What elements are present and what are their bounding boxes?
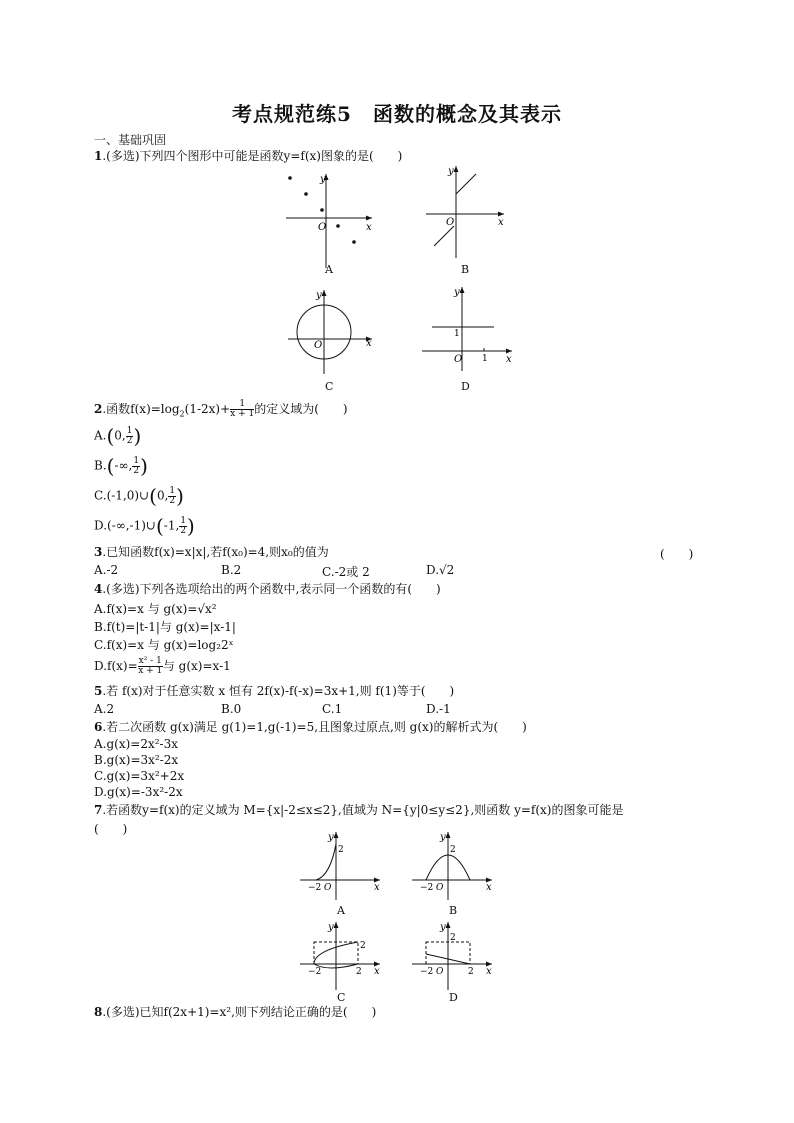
svg-text:x: x xyxy=(486,882,492,893)
q2-option-d: D.(-∞,-1)∪(-1, $\frac{1}{2}$ ) xyxy=(94,514,195,538)
q7-graph-d xyxy=(410,920,500,992)
svg-text:y: y xyxy=(448,166,454,177)
q4-option-b: B.f(t)=|t-1|与 g(x)=|x-1| xyxy=(94,620,236,634)
q5-option-a: A.2 xyxy=(94,702,115,716)
q4-option-a: A.f(x)=x 与 g(x)=√x² xyxy=(94,602,217,616)
q6-option-c: C.g(x)=3x²+2x xyxy=(94,769,185,783)
svg-text:y: y xyxy=(440,922,446,933)
q1-graph-c xyxy=(284,284,376,376)
q3-option-c: C.-2或 2 xyxy=(322,565,370,579)
svg-text:O: O xyxy=(324,883,332,893)
q4-option-d: D.f(x)= $\frac{\text{x² - 1}}{x + 1}$ 与 g(x)=x-1 xyxy=(94,656,231,676)
svg-text:x: x xyxy=(498,217,504,228)
question-4: 4.(多选)下列各选项给出的两个函数中,表示同一个函数的有( ) xyxy=(94,582,441,596)
answer-paren: ( ) xyxy=(660,547,694,561)
q3-option-d: D.√2 xyxy=(426,563,455,577)
q6-option-a: A.g(x)=2x²-3x xyxy=(94,737,179,751)
question-2: 2.函数$f(x)=\log_2(1-2x)+$ $\frac{1}{x + 1}$ 的定义域为( ) xyxy=(94,399,348,419)
svg-text:y: y xyxy=(440,832,446,843)
question-text: .(多选)下列四个图形中可能是函数y=f(x)图象的是( ) xyxy=(102,149,403,163)
svg-text:2: 2 xyxy=(468,967,474,977)
svg-text:x: x xyxy=(506,354,512,365)
svg-text:y: y xyxy=(454,287,460,298)
section-heading: 一、基础巩固 xyxy=(94,133,167,147)
q2-option-b: B.(-∞, $\frac{1}{2}$ ) xyxy=(94,454,148,478)
svg-text:−2: −2 xyxy=(420,883,434,893)
q3-option-a: A.-2 xyxy=(94,563,119,577)
svg-text:O: O xyxy=(446,217,455,228)
question-1 xyxy=(94,149,402,163)
q4-option-c: C.f(x)=x 与 g(x)=log₂2ˣ xyxy=(94,638,234,652)
question-3: 3.已知函数f(x)=x|x|,若f(x₀)=4,则x₀的值为 xyxy=(94,545,329,559)
svg-text:y: y xyxy=(316,290,322,301)
svg-text:y: y xyxy=(328,922,334,933)
svg-text:2: 2 xyxy=(450,933,456,943)
axis-origin: O xyxy=(318,222,327,233)
svg-text:x: x xyxy=(486,966,492,977)
svg-text:1: 1 xyxy=(482,354,488,364)
q5-option-d: D.-1 xyxy=(426,702,451,716)
q7-graph-a xyxy=(298,830,388,902)
svg-text:x: x xyxy=(374,882,380,893)
q7-graph-c xyxy=(298,920,388,992)
q1-label-b: B xyxy=(461,263,470,276)
q1-graph-d xyxy=(418,283,518,375)
q7-label-d: D xyxy=(449,991,458,1004)
q1-label-a: A xyxy=(325,263,333,276)
svg-text:2: 2 xyxy=(360,941,366,951)
svg-text:O: O xyxy=(454,354,463,365)
question-6: 6.若二次函数 g(x)满足 g(1)=1,g(-1)=5,且图象过原点,则 g(x)的解析式为( ) xyxy=(94,720,527,734)
axis-x-label: x xyxy=(366,222,372,233)
q7-label-a: A xyxy=(337,904,345,917)
q3-option-b: B.2 xyxy=(221,563,242,577)
q5-option-b: B.0 xyxy=(221,702,242,716)
svg-text:x: x xyxy=(374,966,380,977)
svg-text:−2: −2 xyxy=(420,967,434,977)
q5-option-c: C.1 xyxy=(322,702,343,716)
answer-paren: ( ) xyxy=(94,822,128,836)
axis-y-label: y xyxy=(320,174,326,185)
q1-label-d: D xyxy=(461,380,470,393)
q6-option-d: D.g(x)=-3x²-2x xyxy=(94,785,183,799)
q7-label-b: B xyxy=(449,904,458,917)
svg-text:2: 2 xyxy=(356,967,362,977)
svg-text:2: 2 xyxy=(450,845,456,855)
q2-option-a: A.(0, $\frac{1}{2}$ ) xyxy=(94,424,142,448)
q1-graph-b xyxy=(420,162,510,262)
svg-text:y: y xyxy=(328,832,334,843)
svg-text:−2: −2 xyxy=(308,883,322,893)
svg-text:O: O xyxy=(436,883,444,893)
svg-text:−2: −2 xyxy=(308,967,322,977)
fraction: $\frac{1}{x + 1}$ xyxy=(230,399,255,419)
question-8: 8.(多选)已知f(2x+1)=x²,则下列结论正确的是( ) xyxy=(94,1005,377,1019)
q6-option-b: B.g(x)=3x²-2x xyxy=(94,753,179,767)
question-number: 1 xyxy=(94,149,103,163)
svg-text:x: x xyxy=(366,338,372,349)
q2-option-c: C.(-1,0)∪(0, $\frac{1}{2}$ ) xyxy=(94,484,184,508)
question-7: 7.若函数y=f(x)的定义域为 M={x|-2≤x≤2},值域为 N={y|0≤y≤2},则函数 y=f(x)的图象可能是 xyxy=(94,803,624,817)
q7-graph-b xyxy=(410,830,500,902)
svg-text:O: O xyxy=(436,967,444,977)
page-title: 考点规范练5 函数的概念及其表示 xyxy=(232,102,562,126)
question-5: 5.若 f(x)对于任意实数 x 恒有 2f(x)-f(-x)=3x+1,则 f(1)等于( ) xyxy=(94,684,455,698)
svg-text:O: O xyxy=(314,340,323,351)
q7-label-c: C xyxy=(337,991,346,1004)
svg-text:1: 1 xyxy=(454,329,460,339)
svg-text:2: 2 xyxy=(338,845,344,855)
q1-label-c: C xyxy=(325,380,334,393)
